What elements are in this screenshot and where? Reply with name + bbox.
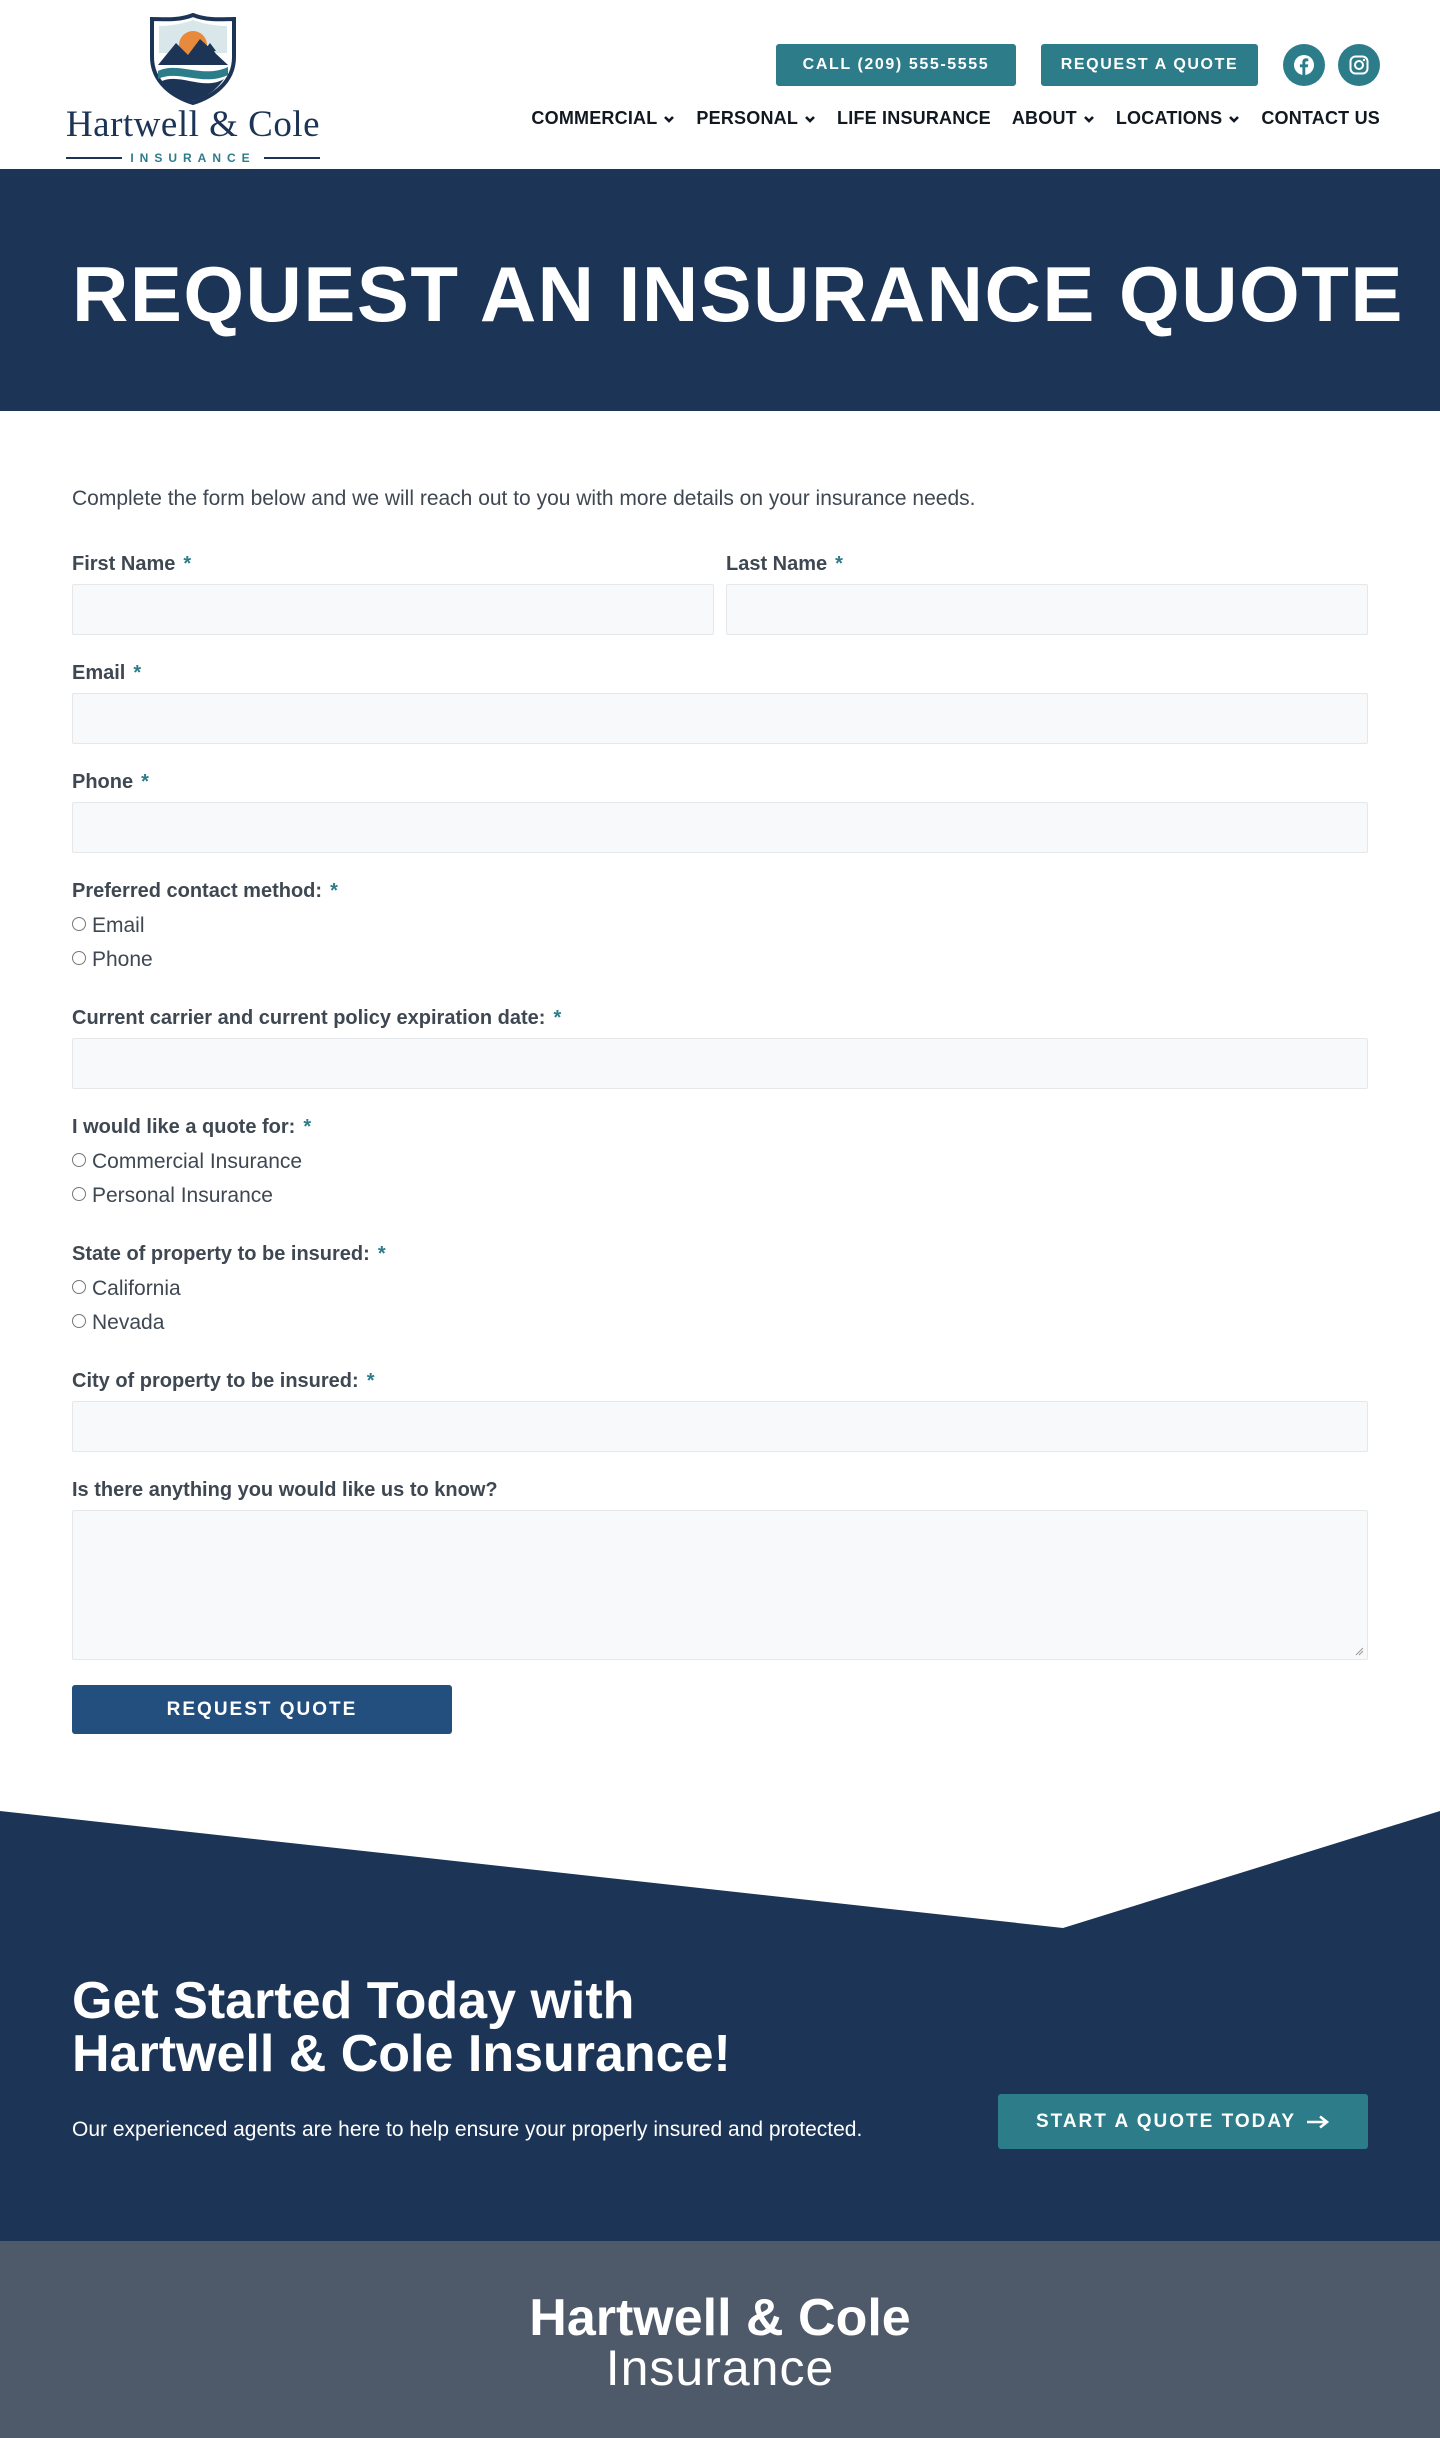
chevron-down-icon xyxy=(1083,113,1095,125)
nav-item-commercial[interactable] xyxy=(531,108,675,129)
first-name-label xyxy=(72,553,191,576)
nav-item-personal[interactable] xyxy=(696,108,816,129)
chevron-down-icon xyxy=(663,113,675,125)
instagram-icon[interactable] xyxy=(1338,44,1380,86)
radio-label: Email xyxy=(92,914,145,937)
phone-label xyxy=(72,771,149,794)
city-label xyxy=(72,1370,374,1393)
facebook-icon[interactable] xyxy=(1283,44,1325,86)
footer-logo[interactable] xyxy=(0,2289,1440,2396)
radio-label: Phone xyxy=(92,948,153,971)
logo-subline xyxy=(60,152,326,164)
nav-item-label: LIFE INSURANCE xyxy=(837,108,991,128)
page-hero xyxy=(0,169,1440,411)
chevron-down-icon xyxy=(804,113,816,125)
radio-label: Nevada xyxy=(92,1311,165,1334)
logo-wordmark: Hartwell & Cole xyxy=(65,104,321,145)
first-name-input[interactable] xyxy=(72,584,714,635)
nav-item-about[interactable] xyxy=(1012,108,1095,129)
radio-label: California xyxy=(92,1277,181,1300)
last-name-label xyxy=(726,553,843,576)
required-mark: * xyxy=(133,662,142,684)
radio-button[interactable] xyxy=(72,1187,86,1201)
call-button[interactable]: CALL (209) 555-5555 xyxy=(776,44,1016,86)
email-label-text: Email xyxy=(72,662,126,684)
logo-subline-text: INSURANCE xyxy=(130,151,256,165)
email-input[interactable] xyxy=(72,693,1368,744)
required-mark: * xyxy=(330,880,338,902)
cta-title-line2: Hartwell & Cole Insurance! xyxy=(72,2025,731,2083)
instagram-glyph-icon xyxy=(1348,54,1370,76)
facebook-glyph-icon xyxy=(1293,54,1315,76)
logo-crest-icon xyxy=(148,13,238,105)
nav-item-label: LOCATIONS xyxy=(1115,108,1223,128)
email-label xyxy=(72,662,141,685)
radio-label: Personal Insurance xyxy=(92,1184,273,1207)
contact-method-phone-option[interactable] xyxy=(72,948,153,972)
chevron-down-icon xyxy=(1228,113,1240,125)
form-intro: Complete the form below and we will reach out to you with more details on your insurance needs. xyxy=(72,487,976,510)
nav-item-label: COMMERCIAL xyxy=(531,108,658,128)
request-quote-submit-button[interactable]: REQUEST QUOTE xyxy=(72,1685,452,1734)
nav-item-label: ABOUT xyxy=(1011,108,1077,128)
carrier-label xyxy=(72,1007,561,1030)
phone-label-text: Phone xyxy=(72,771,134,793)
last-name-input[interactable] xyxy=(726,584,1368,635)
state-label-text: State of property to be insured: xyxy=(72,1243,370,1265)
notes-textarea[interactable] xyxy=(72,1510,1368,1660)
carrier-input[interactable] xyxy=(72,1038,1368,1089)
required-mark: * xyxy=(835,553,843,575)
carrier-label-text: Current carrier and current policy expiration date: xyxy=(72,1007,546,1029)
arrow-right-icon xyxy=(1306,2115,1330,2129)
cta-band xyxy=(0,1811,1440,2241)
contact-method-label-text: Preferred contact method: xyxy=(72,880,323,902)
last-name-label-text: Last Name xyxy=(726,553,828,575)
contact-method-label xyxy=(72,880,338,903)
main-nav xyxy=(531,108,1380,129)
footer-brand-line1: Hartwell & Cole xyxy=(529,2289,911,2347)
quote-personal-option[interactable] xyxy=(72,1184,273,1208)
site-footer xyxy=(0,2241,1440,2438)
cta-title-line1: Get Started Today with xyxy=(72,1972,635,2030)
cta-title xyxy=(72,1972,731,2083)
nav-item-locations[interactable] xyxy=(1116,108,1240,129)
quote-for-label-text: I would like a quote for: xyxy=(72,1116,296,1138)
quote-commercial-option[interactable] xyxy=(72,1150,302,1174)
required-mark: * xyxy=(303,1116,312,1138)
nav-item-contact-us[interactable] xyxy=(1261,108,1380,129)
state-label xyxy=(72,1243,386,1266)
radio-button[interactable] xyxy=(72,951,86,965)
radio-button[interactable] xyxy=(72,1280,86,1294)
state-california-option[interactable] xyxy=(72,1277,181,1301)
city-input[interactable] xyxy=(72,1401,1368,1452)
required-mark: * xyxy=(141,771,149,793)
required-mark: * xyxy=(553,1007,562,1029)
nav-item-label: CONTACT US xyxy=(1261,108,1380,128)
start-quote-button[interactable] xyxy=(998,2094,1368,2149)
radio-label: Commercial Insurance xyxy=(92,1150,303,1173)
logo-rule-left xyxy=(66,157,122,159)
phone-input[interactable] xyxy=(72,802,1368,853)
nav-item-life-insurance[interactable] xyxy=(837,108,991,129)
required-mark: * xyxy=(377,1243,386,1265)
request-quote-button[interactable]: REQUEST A QUOTE xyxy=(1041,44,1258,86)
radio-button[interactable] xyxy=(72,917,86,931)
radio-button[interactable] xyxy=(72,1314,86,1328)
required-mark: * xyxy=(366,1370,375,1392)
logo-rule-right xyxy=(264,157,320,159)
quote-for-label xyxy=(72,1116,311,1139)
contact-method-email-option[interactable] xyxy=(72,914,145,938)
required-mark: * xyxy=(183,553,192,575)
city-label-text: City of property to be insured: xyxy=(72,1370,359,1392)
start-quote-button-label: START A QUOTE TODAY xyxy=(1035,2110,1297,2132)
radio-button[interactable] xyxy=(72,1153,86,1167)
first-name-label-text: First Name xyxy=(72,553,176,575)
notes-label: Is there anything you would like us to know? xyxy=(72,1479,498,1501)
cta-text: Our experienced agents are here to help ensure your properly insured and protected. xyxy=(72,2118,863,2141)
footer-brand-line2: Insurance xyxy=(605,2340,835,2396)
site-header xyxy=(0,0,1440,169)
resize-grip-icon[interactable] xyxy=(1355,1647,1364,1656)
page-title: REQUEST AN INSURANCE QUOTE xyxy=(72,250,1404,338)
nav-item-label: PERSONAL xyxy=(696,108,799,128)
state-nevada-option[interactable] xyxy=(72,1311,164,1335)
brand-logo[interactable] xyxy=(60,10,326,165)
